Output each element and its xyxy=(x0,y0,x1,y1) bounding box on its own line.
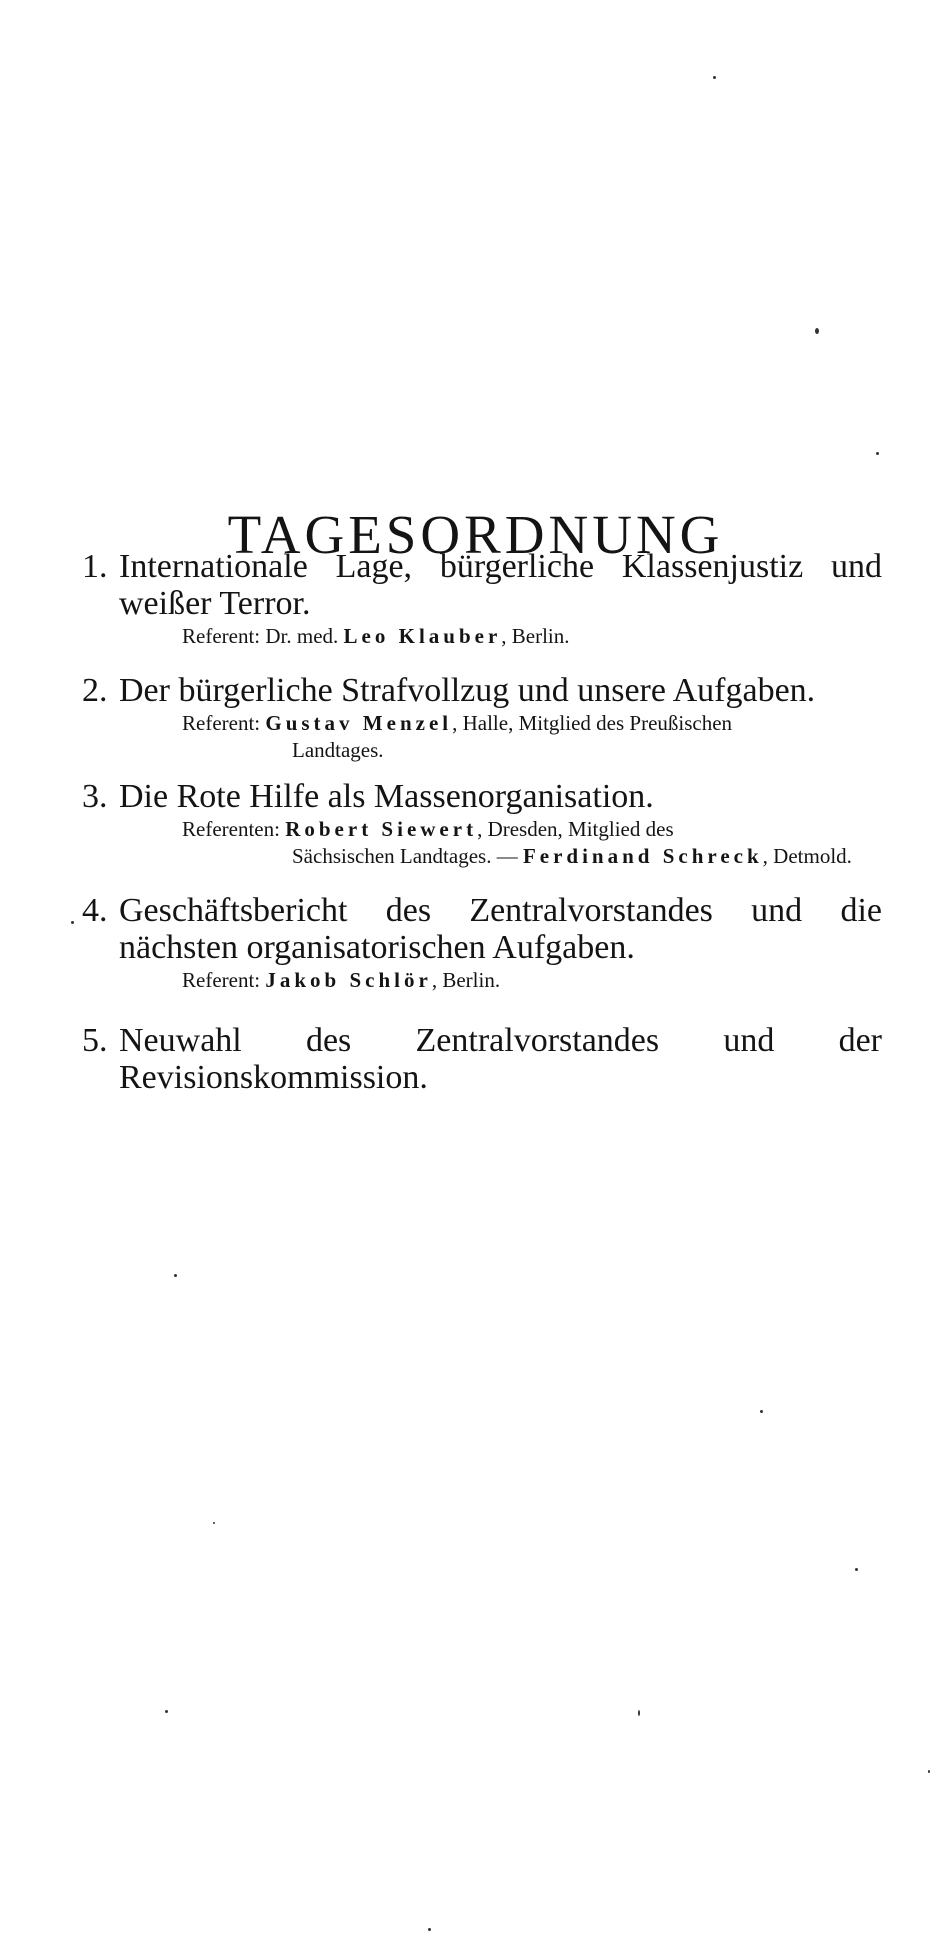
item-number: 3. xyxy=(82,778,108,815)
referent-name-2: Ferdinand Schreck xyxy=(522,844,763,868)
scan-speck xyxy=(638,1710,640,1716)
referent-detail: , Berlin. xyxy=(431,968,501,992)
referent-detail-part: , Detmold. xyxy=(762,844,852,868)
referent-name: Leo Klauber xyxy=(343,624,502,648)
referent-name: Gustav Menzel xyxy=(265,711,453,735)
item-referent xyxy=(182,710,882,764)
scan-speck xyxy=(213,1522,215,1524)
referent-detail: , Halle, Mitglied des Preußischen xyxy=(452,711,733,735)
item-heading: Die Rote Hilfe als Massenorganisation. xyxy=(119,778,654,815)
scan-speck xyxy=(713,76,716,79)
agenda-item-1 xyxy=(82,548,882,650)
agenda-item-2 xyxy=(82,672,882,764)
scan-speck xyxy=(428,1928,431,1931)
referent-label: Referent: xyxy=(182,968,261,992)
referent-detail-continued xyxy=(182,843,882,870)
page-title: TAGESORDNUNG xyxy=(227,503,724,565)
scan-speck xyxy=(165,1710,168,1713)
referent-detail-part: Sächsischen Landtages. — xyxy=(292,844,518,868)
scan-speck xyxy=(815,328,819,334)
referent-detail-continued: Landtages. xyxy=(292,738,384,762)
agenda-list xyxy=(82,548,882,1096)
referent-name: Jakob Schlör xyxy=(265,968,432,992)
item-heading: Der bürgerliche Strafvollzug und unsere Aufgaben. xyxy=(119,672,816,709)
scan-speck xyxy=(876,452,879,455)
agenda-item-4 xyxy=(82,892,882,994)
scan-speck xyxy=(71,921,74,924)
referent-detail: , Dresden, Mitglied des xyxy=(477,817,674,841)
referent-title: Dr. med. xyxy=(265,624,339,648)
item-number: 5. xyxy=(82,1022,108,1059)
scan-speck xyxy=(760,1410,763,1413)
item-heading: Geschäftsbericht des Zentralvorstandes und die nächsten organisatorischen Aufgaben. xyxy=(119,892,882,966)
item-referent xyxy=(182,816,882,870)
item-number: 2. xyxy=(82,672,108,709)
agenda-item-3 xyxy=(82,778,882,870)
referent-name: Robert Siewert xyxy=(285,817,478,841)
item-referent xyxy=(182,967,882,994)
referent-label: Referenten: xyxy=(182,817,280,841)
item-heading: Internationale Lage, bürgerliche Klassenjustiz und weißer Terror. xyxy=(119,548,882,622)
item-number: 1. xyxy=(82,548,108,585)
referent-label: Referent: xyxy=(182,711,261,735)
item-number: 4. xyxy=(82,892,108,929)
scan-speck xyxy=(174,1274,177,1277)
item-referent xyxy=(182,623,882,650)
scan-speck xyxy=(928,1770,930,1773)
agenda-item-5 xyxy=(82,1022,882,1096)
referent-detail: , Berlin. xyxy=(501,624,570,648)
scan-speck xyxy=(855,1568,858,1571)
referent-label: Referent: xyxy=(182,624,261,648)
item-heading: Neuwahl des Zentralvorstandes und der Revisionskommission. xyxy=(119,1022,882,1096)
